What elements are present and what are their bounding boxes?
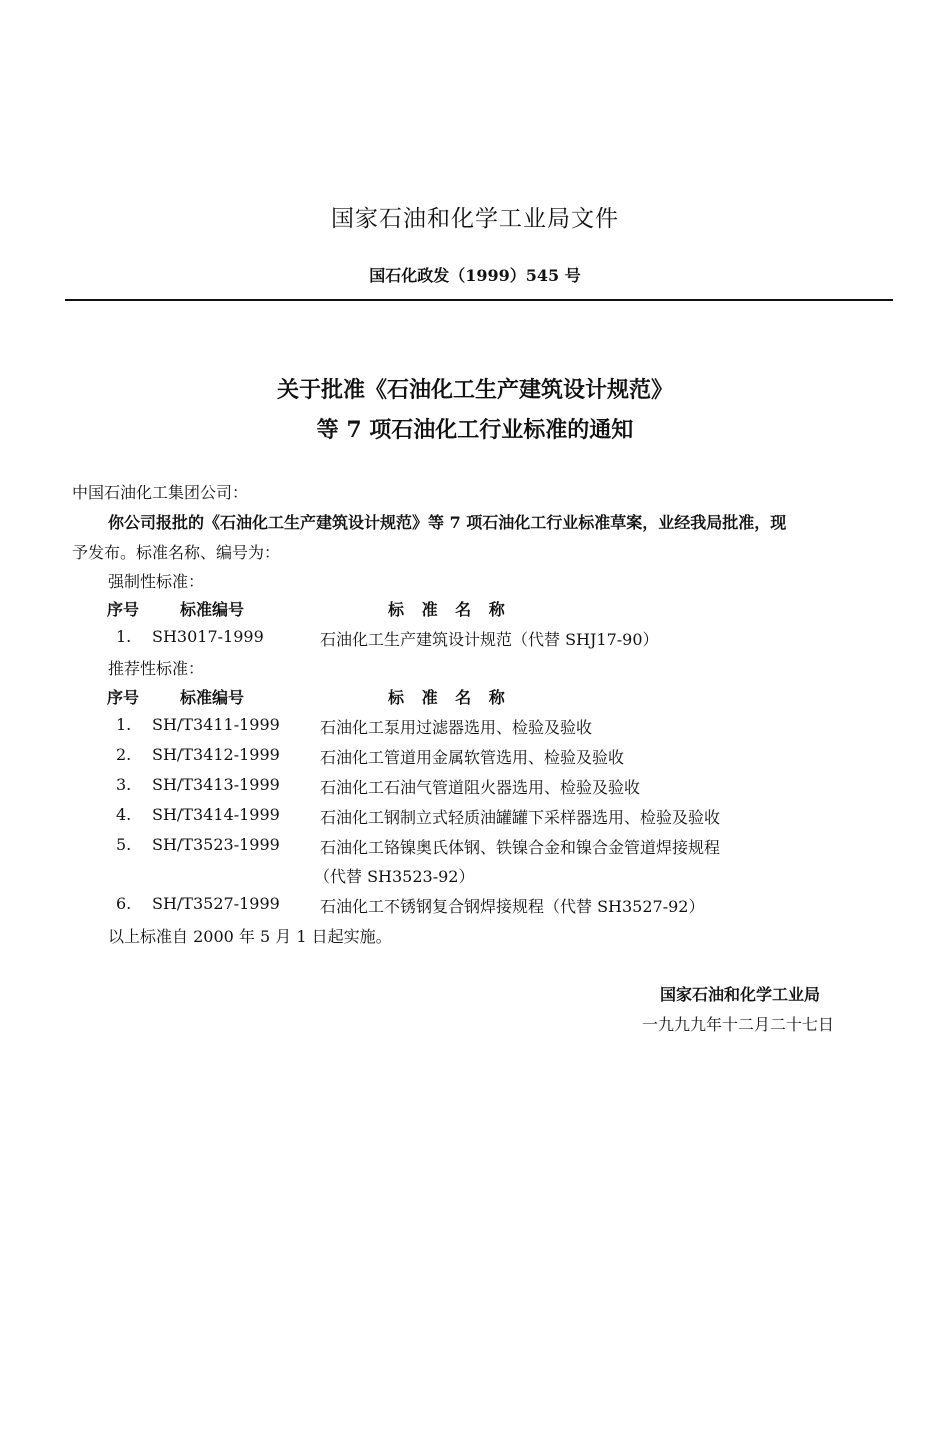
recommended-row-4-code: SH/T3414-1999	[152, 805, 280, 824]
recommended-header-code: 标准编号	[180, 688, 245, 707]
recommended-row-5-name-continuation: （代替 SH3523-92）	[314, 867, 475, 886]
recommended-header-seq: 序号	[107, 688, 140, 707]
recommended-row-2-number: 2.	[116, 745, 132, 764]
issuing-authority: 国家石油和化学工业局	[660, 985, 821, 1004]
recommended-row-2-code: SH/T3412-1999	[152, 745, 280, 764]
notice-title-line-1: 关于批准《石油化工生产建筑设计规范》	[276, 377, 673, 403]
mandatory-row-1-code: SH3017-1999	[152, 627, 264, 646]
recommended-row-2-name: 石油化工管道用金属软管选用、检验及验收	[320, 748, 625, 767]
document-header-title: 国家石油和化学工业局文件	[331, 206, 619, 232]
document-number: 国石化政发（1999）545 号	[369, 266, 581, 285]
mandatory-standards-label: 强制性标准：	[108, 572, 205, 591]
recommended-row-4-number: 4.	[116, 805, 132, 824]
recommended-row-3-name: 石油化工石油气管道阻火器选用、检验及验收	[320, 778, 641, 797]
body-paragraph-line-2: 予发布。标准名称、编号为：	[72, 543, 281, 562]
recommended-row-6-code: SH/T3527-1999	[152, 894, 280, 913]
recommended-row-6-number: 6.	[116, 894, 132, 913]
issue-date: 一九九九年十二月二十七日	[642, 1015, 835, 1034]
recommended-row-6-name: 石油化工不锈钢复合钢焊接规程（代替 SH3527-92）	[320, 897, 705, 916]
body-paragraph-line-1: 你公司报批的《石油化工生产建筑设计规范》等 7 项石油化工行业标准草案，业经我局批准，现	[108, 513, 787, 532]
header-divider	[65, 299, 893, 301]
recommended-row-5-code: SH/T3523-1999	[152, 835, 280, 854]
recommended-row-5-name: 石油化工铬镍奥氏体钢、铁镍合金和镍合金管道焊接规程	[320, 838, 721, 857]
recommended-row-3-number: 3.	[116, 775, 132, 794]
addressee: 中国石油化工集团公司：	[72, 483, 249, 502]
recommended-standards-label: 推荐性标准：	[108, 659, 205, 678]
mandatory-row-1-name: 石油化工生产建筑设计规范（代替 SHJ17-90）	[320, 630, 659, 649]
recommended-row-1-code: SH/T3411-1999	[152, 715, 280, 734]
mandatory-header-code: 标准编号	[180, 600, 245, 619]
recommended-row-1-name: 石油化工泵用过滤器选用、检验及验收	[320, 718, 593, 737]
recommended-header-name: 标 准 名 称	[388, 688, 511, 707]
mandatory-header-name: 标 准 名 称	[388, 600, 511, 619]
recommended-row-1-number: 1.	[116, 715, 132, 734]
mandatory-row-1-number: 1.	[116, 627, 132, 646]
notice-title-line-2: 等 7 项石油化工行业标准的通知	[316, 417, 634, 443]
mandatory-header-seq: 序号	[107, 600, 140, 619]
recommended-row-5-number: 5.	[116, 835, 132, 854]
effective-date-statement: 以上标准自 2000 年 5 月 1 日起实施。	[108, 927, 392, 946]
recommended-row-4-name: 石油化工钢制立式轻质油罐罐下采样器选用、检验及验收	[320, 808, 721, 827]
recommended-row-3-code: SH/T3413-1999	[152, 775, 280, 794]
